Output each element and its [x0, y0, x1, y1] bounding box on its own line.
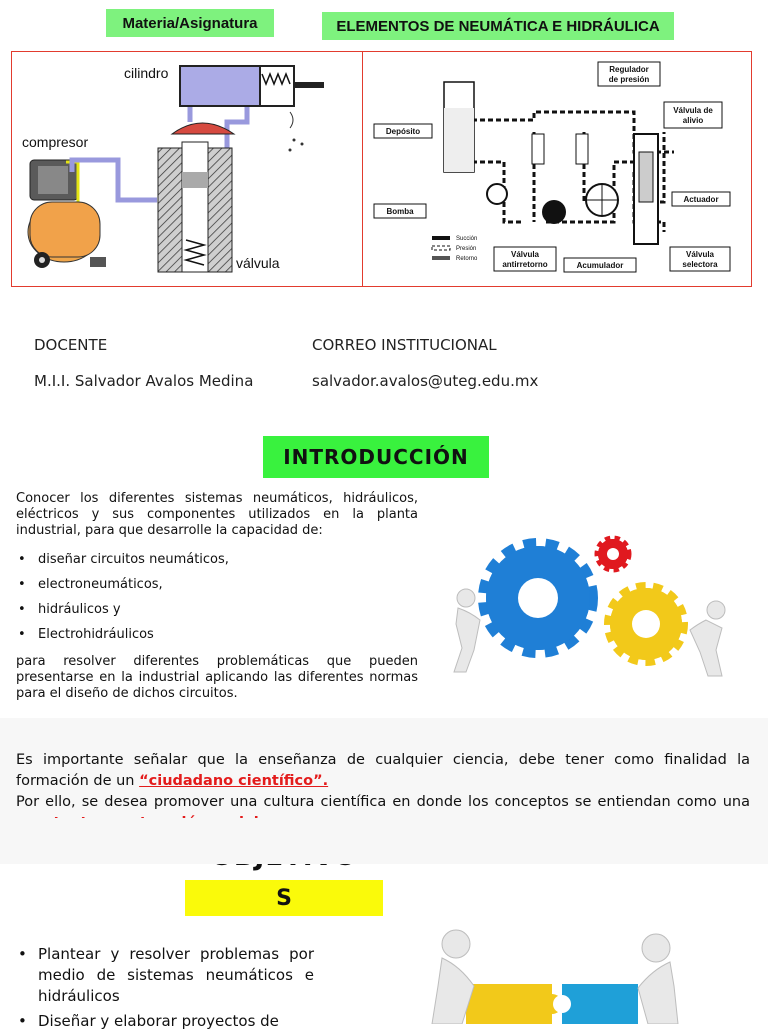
intro-bullet-list	[16, 552, 316, 652]
subject-label: Materia/Asignatura	[106, 9, 274, 37]
red-gear-icon	[598, 539, 628, 569]
svg-text:antirretorno: antirretorno	[502, 260, 548, 269]
hydraulic-diagram	[364, 52, 750, 286]
svg-text:alivio: alivio	[682, 116, 704, 125]
svg-text:Acumulador: Acumulador	[576, 261, 624, 270]
svg-text:Succión: Succión	[456, 236, 478, 242]
correo-value: salvador.avalos@uteg.edu.mx	[312, 372, 539, 390]
blue-gear-icon	[486, 546, 590, 650]
intro-paragraph: Conocer los diferentes sistemas neumáticos, hidráulicos, eléctricos y sus componentes utilizados en la planta industrial, para que desarrolle la capacidad de:	[16, 491, 418, 538]
svg-text:Retorno: Retorno	[456, 256, 478, 262]
note-line-2: Por ello, se desea promover una cultura científica en donde los conceptos se entiendan como una	[16, 792, 750, 834]
subject-title: ELEMENTOS DE NEUMÁTICA E HIDRÁULICA	[322, 12, 674, 40]
list-item: • hidráulicos y	[16, 602, 316, 627]
yellow-gear-icon	[610, 588, 682, 660]
svg-text:Bomba: Bomba	[386, 207, 414, 216]
svg-text:Actuador: Actuador	[683, 195, 719, 204]
note-line-1: Es importante señalar que la enseñanza de cualquier ciencia, debe tener como finalidad la formación de un “ciudadano científico”.	[16, 752, 750, 789]
intro-closing: para resolver diferentes problemáticas que pueden presentarse en la industrial aplicando las diferentes normas para el diseño de dichos circuitos.	[16, 654, 418, 701]
list-item: • diseñar circuitos neumáticos,	[16, 552, 316, 577]
svg-text:Válvula: Válvula	[510, 250, 540, 259]
label-compresor: compresor	[22, 134, 89, 150]
svg-text:de presión: de presión	[608, 75, 650, 84]
compressor-icon	[28, 160, 106, 268]
svg-text:selectora: selectora	[682, 260, 718, 269]
person-right-icon	[690, 601, 725, 676]
yellow-puzzle-icon	[466, 984, 562, 1024]
ciudadano-cientifico-text: “ciudadano científico”.	[139, 773, 329, 789]
list-item: • Diseñar y elaborar proyectos de	[14, 1011, 314, 1032]
svg-text:Presión: Presión	[456, 246, 477, 252]
svg-text:Regulador: Regulador	[609, 65, 649, 74]
docente-label: DOCENTE	[34, 336, 108, 354]
valve-body	[158, 123, 234, 272]
label-valvula: válvula	[236, 255, 280, 271]
pneumatic-diagram	[12, 52, 362, 286]
list-item: • electroneumáticos,	[16, 577, 316, 602]
list-item: • Plantear y resolver problemas por medio de sistemas neumáticos e hidráulicos	[14, 944, 314, 1007]
list-item: • Electrohidráulicos	[16, 627, 316, 652]
figure-divider	[362, 51, 363, 287]
gears-illustration	[440, 520, 760, 690]
objectives-list	[14, 944, 314, 1036]
label-cilindro: cilindro	[124, 65, 169, 81]
svg-text:Válvula: Válvula	[685, 250, 715, 259]
docente-name: M.I.I. Salvador Avalos Medina	[34, 372, 254, 390]
objectives-title: S	[185, 880, 383, 916]
person-left-icon	[454, 589, 480, 672]
note-band-overlap	[0, 818, 768, 864]
intro-title: INTRODUCCIÓN	[263, 436, 489, 478]
correo-label: CORREO INSTITUCIONAL	[312, 336, 497, 354]
person-right-icon	[638, 934, 678, 1024]
label-deposito: Depósito	[385, 127, 421, 136]
blue-puzzle-icon	[553, 984, 638, 1024]
svg-text:Válvula de: Válvula de	[673, 106, 713, 115]
puzzle-illustration	[416, 926, 716, 1024]
